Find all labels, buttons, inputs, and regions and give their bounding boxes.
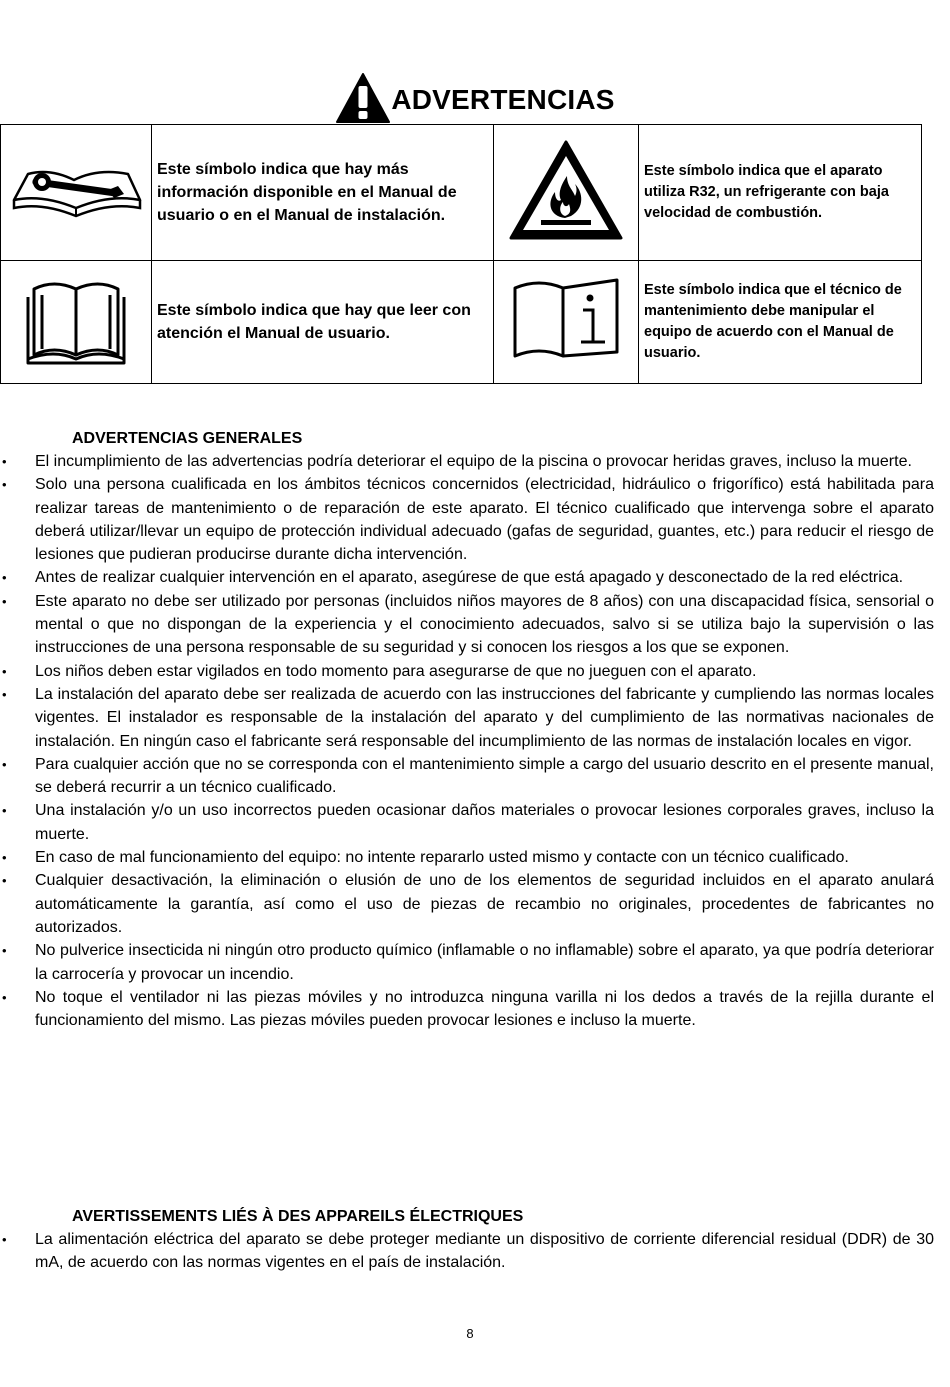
list-item: • No pulverice insecticida ni ningún otro producto químico (inflamable o no inflamable) sobre el aparato, ya que podría deteriorar la carrocería y provocar un incendio.	[0, 939, 934, 986]
symbol-cell	[1, 261, 152, 384]
symbols-table	[0, 124, 922, 384]
list-item: • Este aparato no debe ser utilizado por personas (incluidos niños mayores de 8 años) con una discapacidad física, sensorial o mental o que no dispongan de la experiencia y el conocimiento adecuados, salvo si se utiliza bajo la supervisión o las instrucciones de una persona responsable de su seguridad y si conocen los riesgos a los que se exponen.	[0, 590, 934, 660]
symbol-description-read-manual: Este símbolo indica que hay que leer con atención el Manual de usuario.	[152, 261, 494, 384]
page-title	[0, 70, 950, 126]
list-item: • La instalación del aparato debe ser realizada de acuerdo con las instrucciones del fabricante y cumpliendo las normas locales vigentes. El instalador es responsable de la instalación del aparato y del cumplimiento de las normativas nacionales de instalación. En ningún caso el fabricante será responsable del incumplimiento de las normas de instalación locales en vigor.	[0, 683, 934, 753]
electrical-warnings-section	[0, 1205, 934, 1275]
symbol-cell	[494, 261, 639, 384]
warning-triangle-icon	[335, 72, 391, 124]
list-item: • Antes de realizar cualquier intervención en el aparato, asegúrese de que está apagado y desconectado de la red eléctrica.	[0, 566, 934, 589]
symbol-description-technician: Este símbolo indica que el técnico de mantenimiento debe manipular el equipo de acuerdo con el Manual de usuario.	[639, 261, 922, 384]
list-item: • Para cualquier acción que no se corresponda con el mantenimiento simple a cargo del usuario descrito en el presente manual, se deberá recurrir a un técnico cualificado.	[0, 753, 934, 800]
list-item: • Una instalación y/o un uso incorrectos pueden ocasionar daños materiales o provocar lesiones corporales graves, incluso la muerte.	[0, 799, 934, 846]
open-book-icon	[24, 275, 128, 365]
symbol-cell	[1, 125, 152, 261]
list-item: • En caso de mal funcionamiento del equipo: no intente repararlo usted mismo y contacte con un técnico cualificado.	[0, 846, 934, 869]
list-item: • No toque el ventilador ni las piezas móviles y no introduzca ninguna varilla ni los dedos a través de la rejilla durante el funcionamiento del mismo. Las piezas móviles pueden provocar lesiones e incluso la muerte.	[0, 986, 934, 1033]
symbol-description-manual-info: Este símbolo indica que hay más información disponible en el Manual de usuario o en el Manual de instalación.	[152, 125, 494, 261]
page-number: 8	[466, 1326, 474, 1341]
list-item: • El incumplimiento de las advertencias podría deteriorar el equipo de la piscina o provocar heridas graves, incluso la muerte.	[0, 450, 934, 473]
electrical-warnings-heading: AVERTISSEMENTS LIÉS À DES APPAREILS ÉLECTRIQUES	[72, 1208, 524, 1225]
flammable-icon	[507, 138, 625, 242]
general-warnings-section	[0, 427, 934, 1032]
list-item: • Los niños deben estar vigilados en todo momento para asegurarse de que no jueguen con el aparato.	[0, 660, 934, 683]
symbol-cell	[494, 125, 639, 261]
page-title-text: ADVERTENCIAS	[391, 84, 615, 115]
list-item: • La alimentación eléctrica del aparato se debe proteger mediante un dispositivo de corriente diferencial residual (DDR) de 30 mA, de acuerdo con las normas vigentes en el país de instalación.	[0, 1228, 934, 1275]
list-item: • Solo una persona cualificada en los ámbitos técnicos concernidos (electricidad, hidráulico o frigorífico) está habilitada para realizar tareas de mantenimiento o de reparación de este aparato. El técnico cualificado que intervenga sobre el aparato deberá utilizar/llevar un equipo de protección individual adecuado (gafas de seguridad, guantes, etc.) para reducir el riesgo de lesiones que pudieran producirse durante dicha intervención.	[0, 473, 934, 566]
symbols-row	[1, 261, 922, 384]
symbol-description-r32: Este símbolo indica que el aparato utiliza R32, un refrigerante con baja velocidad de combustión.	[639, 125, 922, 261]
general-warnings-heading: ADVERTENCIAS GENERALES	[72, 430, 303, 447]
book-info-icon	[511, 278, 621, 362]
general-warnings-list	[0, 450, 934, 1032]
manual-tools-icon	[10, 160, 142, 220]
electrical-warnings-list	[0, 1228, 934, 1275]
list-item: • Cualquier desactivación, la eliminación o elusión de uno de los elementos de seguridad incluidos en el aparato anulará automáticamente la garantía, así como el uso de piezas de recambio no originales, procedentes de fabricantes no autorizados.	[0, 869, 934, 939]
symbols-row	[1, 125, 922, 261]
